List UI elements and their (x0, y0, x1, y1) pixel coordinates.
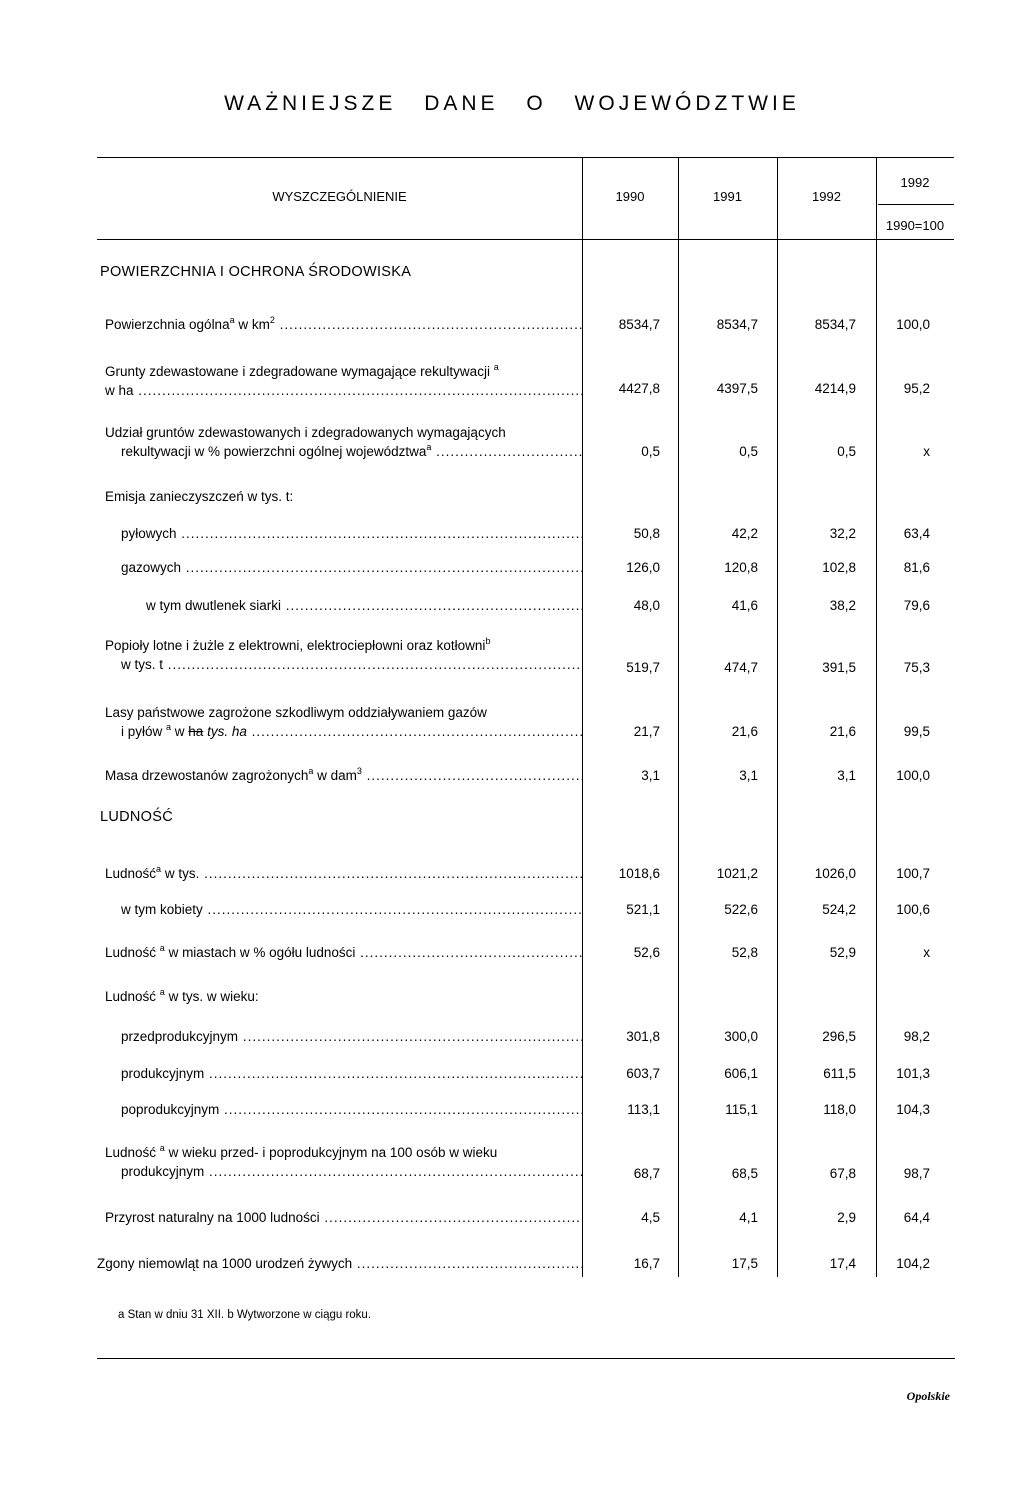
cell-value: 102,8 (822, 560, 856, 575)
cell-value: 3,1 (739, 768, 758, 783)
cell-value: 41,6 (731, 598, 758, 613)
cell-value: 52,8 (731, 945, 758, 960)
cell-value: 611,5 (823, 1066, 856, 1081)
cell-value: 519,7 (626, 660, 660, 675)
header-year-1991: 1991 (713, 189, 742, 204)
cell-value: 21,7 (633, 724, 660, 739)
row-label-forests: Lasy państwowe zagrożone szkodliwym oddziaływaniem gazów i pyłów $^a$ w ha tys. ha ..... (105, 703, 582, 741)
footnote: a Stan w dniu 31 XII. b Wytworzone w ciągu roku. (118, 1309, 372, 1321)
cell-value: 391,5 (822, 660, 856, 675)
row-label-age-groups: Ludność $^a$ w tys. w wieku: (105, 987, 259, 1004)
cell-value: 75,3 (903, 660, 930, 675)
cell-value: 100,0 (896, 317, 930, 332)
cell-value: 120,8 (724, 560, 758, 575)
cell-value: 98,2 (903, 1029, 930, 1044)
cell-value: 296,5 (822, 1029, 856, 1044)
column-divider-3 (777, 157, 778, 1277)
cell-value: 1021,2 (716, 866, 758, 881)
header-year-1992: 1992 (812, 189, 841, 204)
cell-value: 32,2 (829, 526, 856, 541)
region-brand: Opolskie (906, 1389, 950, 1403)
cell-value: 8534,7 (618, 317, 660, 332)
cell-value: 2,9 (837, 1210, 856, 1225)
cell-value: 21,6 (829, 724, 856, 739)
cell-value: 81,6 (903, 560, 930, 575)
column-divider-1 (582, 157, 583, 1277)
column-divider-2 (678, 157, 679, 1277)
cell-value: 118,0 (823, 1102, 856, 1117)
cell-value: 1018,6 (618, 866, 660, 881)
row-label-gas: gazowych ..... (121, 558, 582, 577)
row-label-natural-increase: Przyrost naturalny na 1000 ludności ..... (105, 1208, 582, 1227)
section-title-environment: POWIERZCHNIA I OCHRONA ŚRODOWISKA (100, 264, 412, 280)
cell-value: 522,6 (724, 902, 758, 917)
row-label-women: w tym kobiety ..... (121, 900, 582, 919)
cell-value: 0,5 (739, 444, 758, 459)
cell-value: 4,5 (641, 1210, 660, 1225)
table-top-rule (97, 157, 954, 158)
cell-value: 0,5 (837, 444, 856, 459)
cell-value: 68,7 (633, 1166, 660, 1181)
cell-value: 21,6 (731, 724, 758, 739)
row-label-emissions: Emisja zanieczyszczeń w tys. t: (105, 489, 294, 504)
row-label-sulfur-dioxide: w tym dwutlenek siarki ..... (146, 596, 582, 615)
cell-value: 100,6 (896, 902, 930, 917)
cell-value: 0,5 (641, 444, 660, 459)
cell-value: 300,0 (724, 1029, 758, 1044)
cell-value: 100,0 (896, 768, 930, 783)
cell-value: 3,1 (641, 768, 660, 783)
row-label-urban-share: Ludność $^a$ w miastach w % ogółu ludności ..... (105, 943, 582, 962)
cell-value: 606,1 (724, 1066, 758, 1081)
section-title-population: LUDNOŚĆ (100, 809, 173, 825)
cell-value: 99,5 (903, 724, 930, 739)
row-label-dust: pyłowych ..... (121, 524, 582, 543)
cell-value: 95,2 (903, 381, 930, 396)
cell-value: 16,7 (633, 1256, 660, 1271)
cell-value: 3,1 (837, 768, 856, 783)
cell-value: 100,7 (896, 866, 930, 881)
row-label-dependency-ratio: Ludność $^a$ w wieku przed- i poprodukcyjnym na 100 osób w wieku produkcyjnym ..... (105, 1143, 582, 1181)
cell-value: 64,4 (903, 1210, 930, 1225)
row-label-infant-deaths: Zgony niemowląt na 1000 urodzeń żywych ..... (97, 1254, 582, 1273)
cell-value: x (923, 945, 930, 960)
cell-value: 52,6 (633, 945, 660, 960)
cell-value: 104,2 (896, 1256, 930, 1271)
cell-value: 4397,5 (716, 381, 758, 396)
cell-value: 50,8 (633, 526, 660, 541)
cell-value: 38,2 (829, 598, 856, 613)
cell-value: 63,4 (903, 526, 930, 541)
cell-value: 113,1 (627, 1102, 660, 1117)
index-header-divider (878, 204, 954, 205)
row-label-area: Powierzchnia ogólna$^a$ w $km^2$ ..... (105, 315, 582, 334)
cell-value: 79,6 (903, 598, 930, 613)
cell-value: 474,7 (724, 660, 758, 675)
cell-value: 17,4 (829, 1256, 856, 1271)
row-label-preproductive: przedprodukcyjnym ..... (121, 1027, 582, 1046)
row-label-productive: produkcyjnym ..... (121, 1064, 582, 1083)
cell-value: 68,5 (731, 1166, 758, 1181)
cell-value: 521,1 (626, 902, 660, 917)
bottom-rule (97, 1358, 955, 1359)
cell-value: 4214,9 (814, 381, 856, 396)
header-index-bottom: 1990=100 (885, 218, 945, 233)
row-label-population: Ludność$^a$ w tys. ..... (105, 864, 582, 883)
cell-value: 126,0 (626, 560, 660, 575)
cell-value: 104,3 (896, 1102, 930, 1117)
cell-value: 4,1 (739, 1210, 758, 1225)
cell-value: 524,2 (822, 902, 856, 917)
cell-value: 8534,7 (716, 317, 758, 332)
row-label-degraded-share: Udział gruntów zdewastowanych i zdegradowanych wymagających rekultywacji w % powierzchni ogólnej województwa$^a$ ..... (105, 423, 582, 461)
row-label-postproductive: poprodukcyjnym ..... (121, 1100, 582, 1119)
cell-value: 17,5 (731, 1256, 758, 1271)
cell-value: 115,1 (725, 1102, 758, 1117)
cell-value: 1026,0 (814, 866, 856, 881)
cell-value: 67,8 (829, 1166, 856, 1181)
header-bottom-rule (97, 239, 954, 240)
page-title: WAŻNIEJSZE DANE O WOJEWÓDZTWIE (224, 92, 800, 115)
cell-value: 98,7 (903, 1166, 930, 1181)
header-index-top: 1992 (900, 175, 930, 190)
cell-value: 48,0 (633, 598, 660, 613)
cell-value: 4427,8 (618, 381, 660, 396)
cell-value: 42,2 (731, 526, 758, 541)
header-year-1990: 1990 (615, 189, 645, 204)
row-label-tree-stands: Masa drzewostanów zagrożonych$^a$ w dam$^3$ ..... (105, 766, 582, 785)
cell-value: 603,7 (626, 1066, 660, 1081)
cell-value: 8534,7 (814, 317, 856, 332)
row-label-degraded-land: Grunty zdewastowane i zdegradowane wymagające rekultywacji $^a$ w ha ..... (105, 362, 582, 400)
header-label: WYSZCZEGÓLNIENIE (272, 189, 407, 204)
row-label-ash-slag: Popioły lotne i żużle z elektrowni, elektrociepłowni oraz kotłowni$^b$ w tys. t ..... (105, 636, 582, 674)
cell-value: x (923, 444, 930, 459)
cell-value: 301,8 (626, 1029, 660, 1044)
cell-value: 101,3 (896, 1066, 930, 1081)
cell-value: 52,9 (829, 945, 856, 960)
